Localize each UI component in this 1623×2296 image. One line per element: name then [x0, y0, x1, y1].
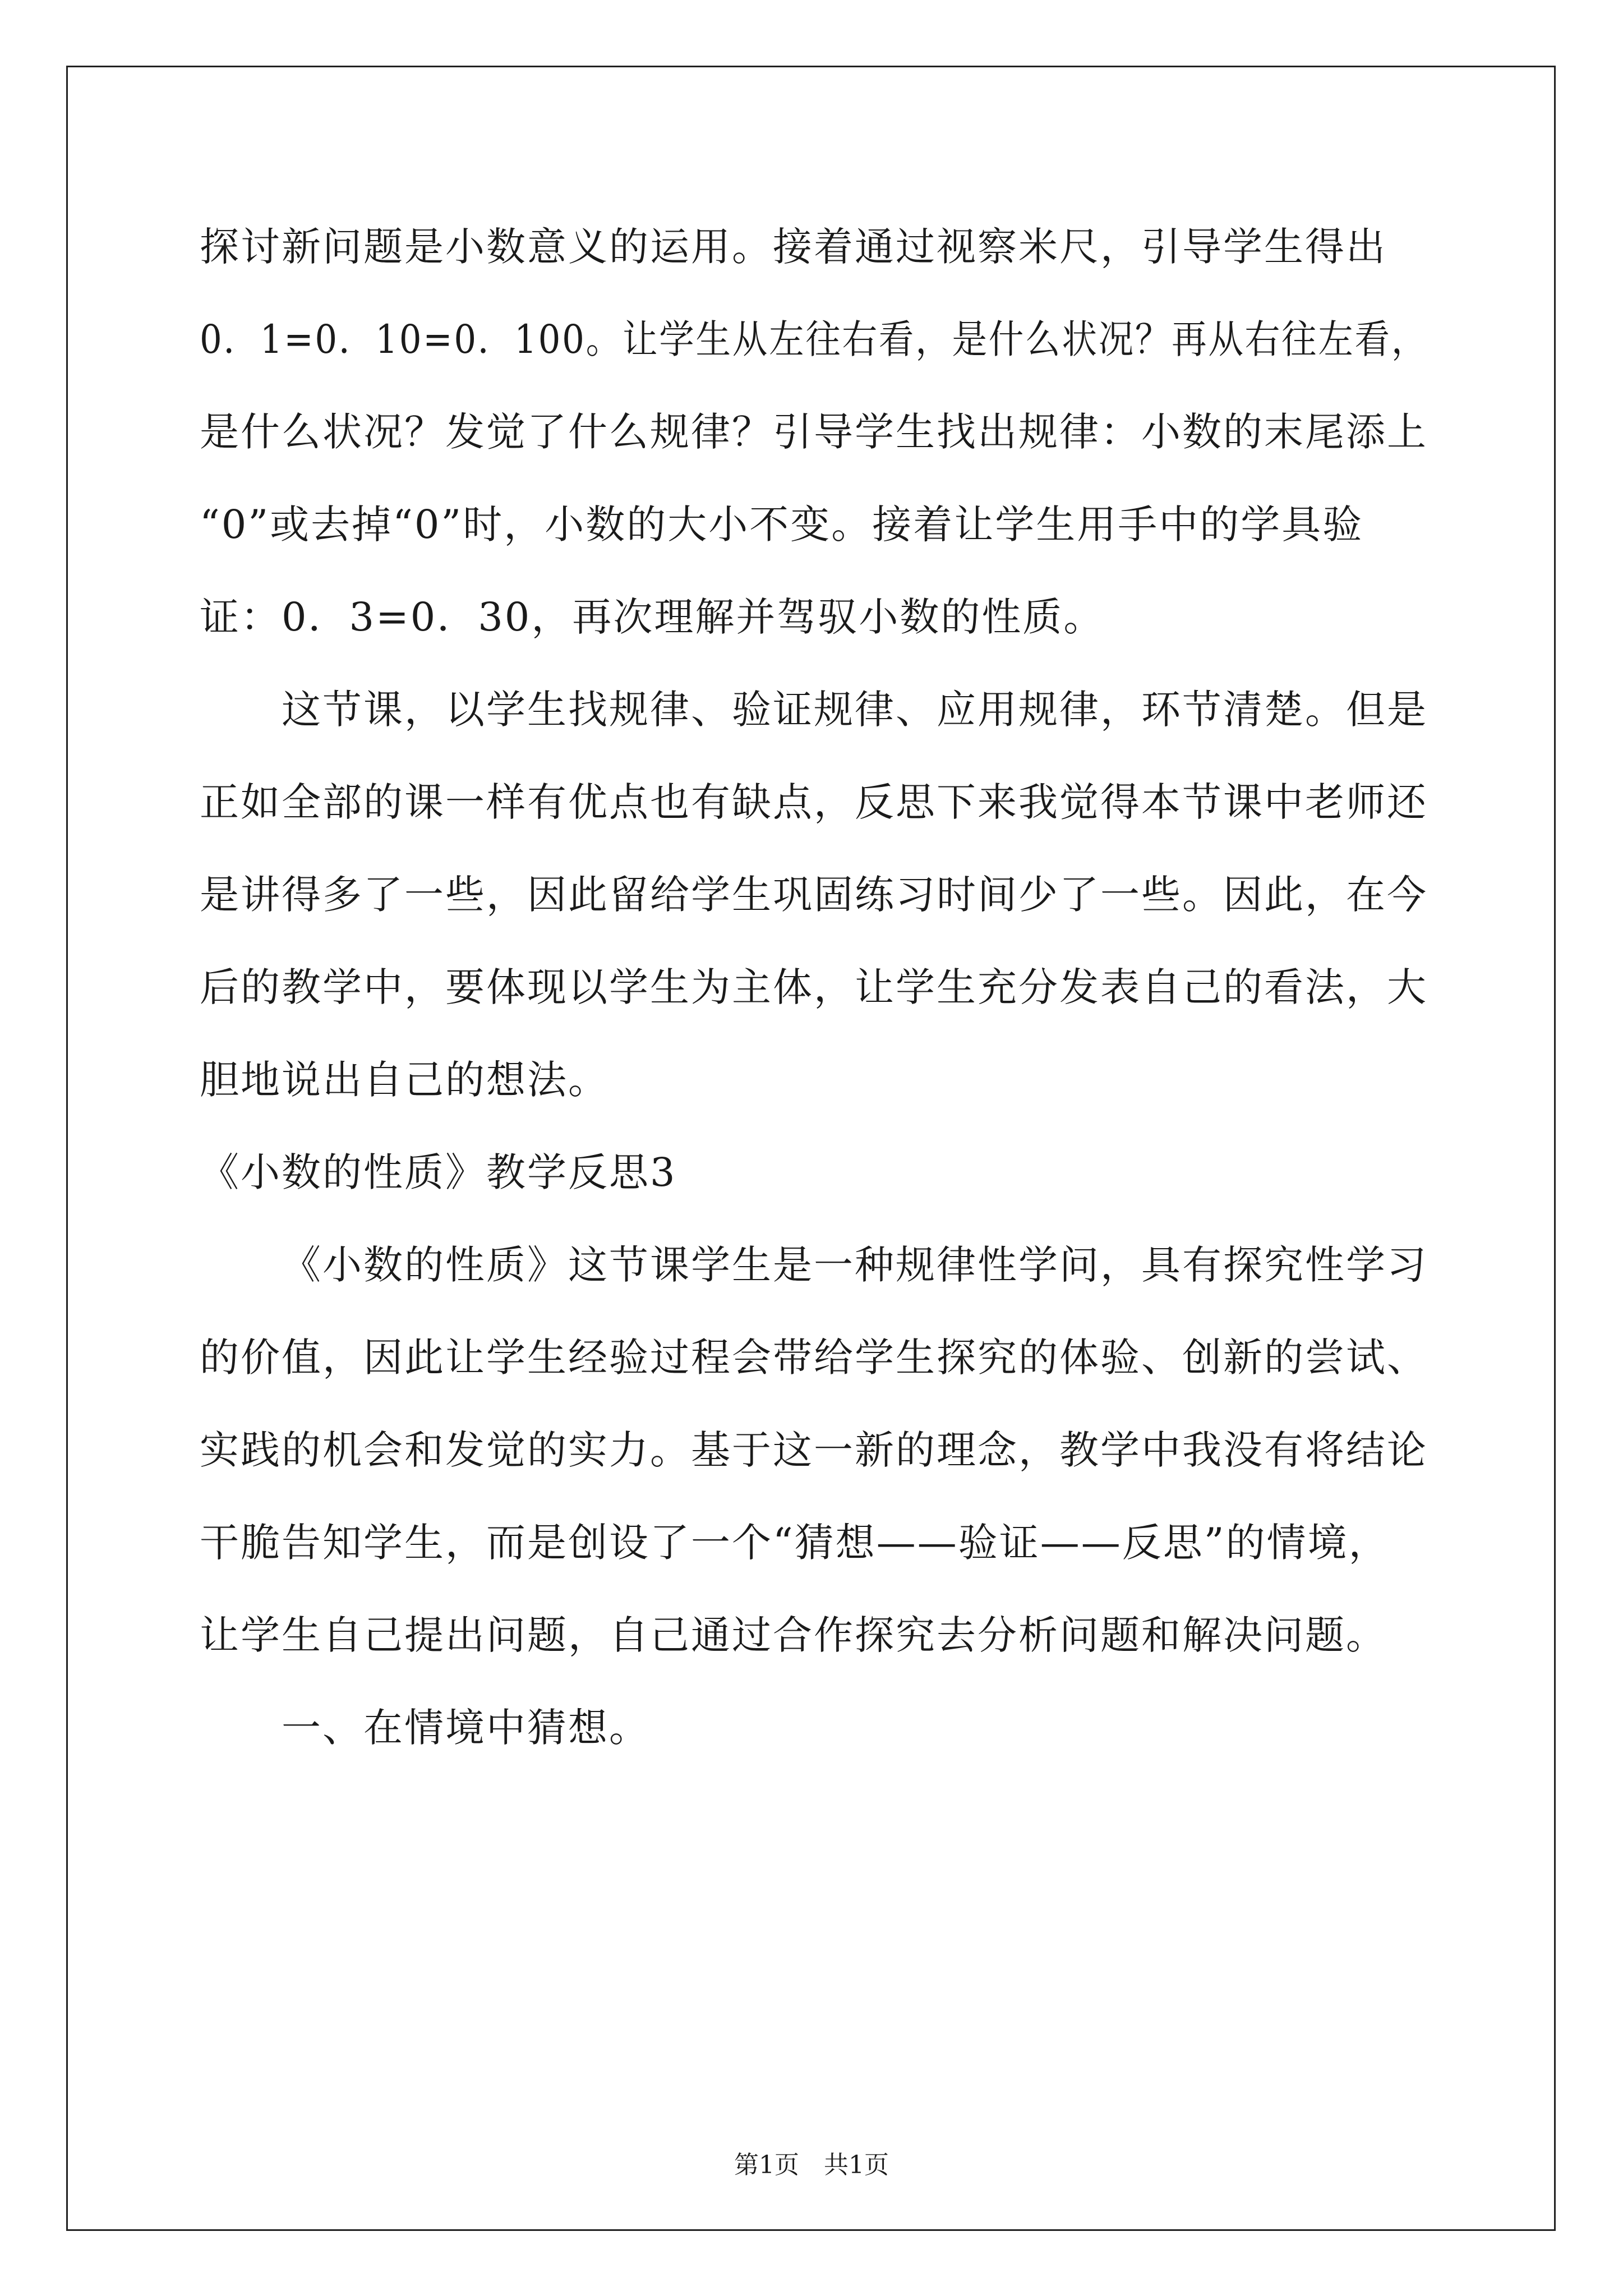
- text-line: 这节课，以学生找规律、验证规律、应用规律，环节清楚。但是: [282, 687, 1428, 733]
- section-heading: 《小数的性质》教学反思3: [200, 1149, 677, 1195]
- text-line: 胆地说出自己的想法。: [200, 1057, 609, 1103]
- text-line: 后的教学中，要体现以学生为主体，让学生充分发表自己的看法，大: [200, 964, 1428, 1010]
- page-border: [66, 66, 1556, 2231]
- text-line: 0．1=0．10=0．100。让学生从左往右看，是什么状况？再从右往左看，: [200, 316, 1428, 362]
- text-line: 证：0．3=0．30，再次理解并驾驭小数的性质。: [200, 594, 1105, 640]
- text-line: 探讨新问题是小数意义的运用。接着通过视察米尺，引导学生得出: [200, 224, 1387, 270]
- text-line: 干脆告知学生，而是创设了一个“猜想——验证——反思”的情境，: [200, 1520, 1390, 1566]
- page-footer: 第1页 共1页: [734, 2151, 889, 2179]
- text-line: 《小数的性质》这节课学生是一种规律性学问，具有探究性学习: [282, 1242, 1428, 1288]
- text-line: “0”或去掉“0”时，小数的大小不变。接着让学生用手中的学具验: [200, 501, 1364, 547]
- text-line: 是讲得多了一些，因此留给学生巩固练习时间少了一些。因此，在今: [200, 872, 1428, 918]
- text-line: 的价值，因此让学生经验过程会带给学生探究的体验、创新的尝试、: [200, 1335, 1428, 1381]
- text-line: 一、在情境中猜想。: [282, 1705, 650, 1751]
- text-line: 正如全部的课一样有优点也有缺点，反思下来我觉得本节课中老师还: [200, 779, 1428, 825]
- text-line: 是什么状况？发觉了什么规律？引导学生找出规律：小数的末尾添上: [200, 409, 1428, 455]
- text-line: 让学生自己提出问题，自己通过合作探究去分析问题和解决问题。: [200, 1612, 1387, 1658]
- text-line: 实践的机会和发觉的实力。基于这一新的理念，教学中我没有将结论: [200, 1427, 1428, 1473]
